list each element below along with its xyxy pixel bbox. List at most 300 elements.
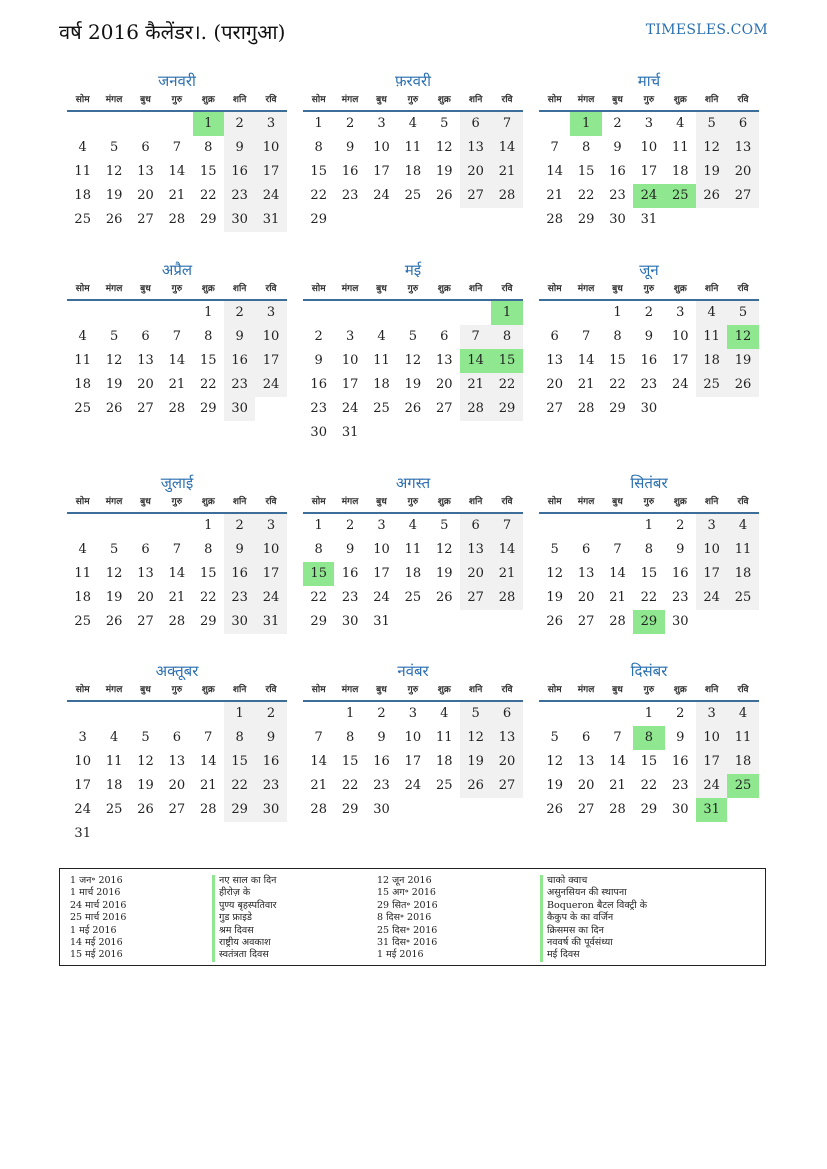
day-cell: 18 [404, 164, 422, 179]
holiday-name: क्रिसमस का दिन [540, 925, 647, 937]
day-cell: 4 [727, 702, 758, 726]
day-cell: 11 [727, 538, 758, 562]
weekday-label: मंगल [577, 497, 595, 507]
day-cell: 22 [577, 188, 595, 203]
weekday-label: गुरु [407, 284, 419, 294]
day-cell: 7 [204, 730, 213, 745]
day-cell: 16 [224, 349, 255, 373]
day-cell: 7 [550, 140, 559, 155]
week-row [303, 610, 523, 634]
day-cell: 9 [224, 136, 255, 160]
day-cell: 25 [74, 614, 91, 629]
month-name: सितंबर [630, 474, 668, 492]
day-cell: 21 [310, 778, 327, 793]
day-cell: 25 [74, 212, 91, 227]
day-cell: 1 [314, 518, 323, 533]
day-cell: 10 [341, 353, 359, 368]
holiday-name: नववर्ष की पूर्वसंध्या [540, 937, 647, 949]
day-cell: 30 [609, 212, 626, 227]
month-name: दिसंबर [630, 662, 668, 680]
month-name: अगस्त [395, 474, 431, 492]
week-row [303, 160, 523, 184]
day-cell: 1 [314, 116, 323, 131]
day-cell: 9 [676, 542, 685, 557]
day-cell: 18 [727, 750, 758, 774]
day-cell: 11 [727, 726, 758, 750]
week-row [539, 184, 759, 208]
week-row [539, 136, 759, 160]
holiday-name: चाको क्वाच [540, 875, 647, 887]
weekday-label: शनि [704, 685, 719, 695]
week-row [67, 562, 287, 586]
day-cell: 7 [172, 329, 181, 344]
weekday-label: मंगल [341, 284, 359, 294]
weekday-label: सोम [547, 284, 562, 294]
empty-cell [366, 301, 397, 325]
holiday-name: असुनसियन की स्थापना [540, 887, 647, 899]
day-cell: 22 [199, 377, 217, 392]
day-cell: 13 [727, 136, 758, 160]
empty-cell [397, 610, 428, 634]
day-cell: 27 [727, 184, 758, 208]
weekday-label: शनि [468, 497, 483, 507]
day-cell: 29 [224, 798, 255, 822]
weekday-label: सोम [75, 497, 90, 507]
day-cell: 19 [435, 164, 453, 179]
weekday-label: गुरु [407, 685, 419, 695]
weekday-label: शनि [468, 95, 483, 105]
empty-cell [224, 822, 255, 846]
day-cell: 18 [671, 164, 689, 179]
weekday-label: शुक्र [201, 284, 215, 294]
day-cell: 22 [310, 590, 327, 605]
day-cell: 16 [255, 750, 286, 774]
day-cell: 8 [204, 329, 213, 344]
day-cell: 27 [435, 401, 453, 416]
weekday-label: रवि [737, 284, 749, 294]
day-cell: 1 [644, 518, 653, 533]
empty-cell [429, 798, 460, 822]
day-cell: 3 [676, 305, 685, 320]
week-row [303, 184, 523, 208]
day-cell: 2 [224, 112, 255, 136]
week-row [67, 184, 287, 208]
holiday-date: 1 मार्च 2016 [70, 887, 121, 899]
weekday-header [539, 92, 759, 112]
day-cell: 6 [172, 730, 181, 745]
day-cell: 31 [373, 614, 390, 629]
empty-cell [67, 702, 98, 726]
weekday-label: शनि [232, 497, 247, 507]
empty-cell [98, 702, 129, 726]
empty-cell [130, 822, 161, 846]
day-cell: 3 [696, 514, 727, 538]
weekday-label: बुध [140, 497, 151, 507]
day-cell: 19 [546, 778, 563, 793]
day-cell: 17 [696, 562, 727, 586]
weekday-label: रवि [265, 497, 277, 507]
day-cell: 8 [224, 726, 255, 750]
day-cell: 27 [546, 401, 563, 416]
weekday-header [539, 682, 759, 702]
day-cell: 3 [78, 730, 87, 745]
weekday-header [67, 92, 287, 112]
week-row [67, 514, 287, 538]
empty-cell [366, 208, 397, 232]
week-row [303, 373, 523, 397]
day-cell: 4 [78, 542, 87, 557]
day-cell: 12 [435, 140, 453, 155]
day-cell: 4 [696, 301, 727, 325]
week-row [539, 160, 759, 184]
day-cell: 30 [224, 397, 255, 421]
day-cell: 15 [577, 164, 595, 179]
day-cell: 14 [168, 566, 186, 581]
weekday-label: बुध [376, 497, 387, 507]
week-row [67, 702, 287, 726]
day-cell: 7 [172, 542, 181, 557]
day-cell: 17 [640, 164, 658, 179]
day-cell: 6 [460, 514, 491, 538]
day-cell: 16 [341, 164, 359, 179]
week-row [67, 822, 287, 846]
day-cell: 24 [255, 184, 286, 208]
weekday-header [303, 682, 523, 702]
weekday-label: बुध [612, 497, 623, 507]
weekday-label: गुरु [171, 95, 183, 105]
empty-cell [193, 822, 224, 846]
weekday-header [303, 281, 523, 301]
week-row [303, 726, 523, 750]
day-cell: 25 [74, 401, 91, 416]
empty-cell [161, 301, 192, 325]
holiday-name: स्वतंत्रता दिवस [212, 949, 277, 961]
day-cell: 4 [408, 518, 417, 533]
day-cell: 12 [460, 726, 491, 750]
day-cell: 13 [460, 136, 491, 160]
day-cell: 22 [640, 590, 658, 605]
empty-cell [130, 514, 161, 538]
day-cell: 3 [255, 514, 286, 538]
day-cell: 30 [310, 425, 327, 440]
empty-cell [727, 208, 758, 232]
holiday-day-cell: 25 [665, 184, 696, 208]
empty-cell [696, 397, 727, 421]
day-cell: 24 [74, 802, 91, 817]
day-cell: 2 [224, 301, 255, 325]
weekday-label: बुध [376, 284, 387, 294]
day-cell: 11 [404, 542, 422, 557]
empty-cell [429, 610, 460, 634]
holiday-name: पुण्य बृहस्पतिवार [212, 900, 277, 912]
day-cell: 14 [491, 538, 522, 562]
day-cell: 20 [727, 160, 758, 184]
day-cell: 11 [435, 730, 453, 745]
day-cell: 20 [460, 160, 491, 184]
empty-cell [366, 421, 397, 445]
empty-cell [67, 301, 98, 325]
month-block [67, 660, 287, 846]
week-row [67, 798, 287, 822]
day-cell: 28 [168, 212, 186, 227]
empty-cell [130, 112, 161, 136]
week-row [303, 208, 523, 232]
day-cell: 16 [224, 562, 255, 586]
day-cell: 9 [255, 726, 286, 750]
day-cell: 25 [404, 188, 422, 203]
day-cell: 17 [696, 750, 727, 774]
day-cell: 1 [224, 702, 255, 726]
day-cell: 2 [314, 329, 323, 344]
day-cell: 2 [224, 514, 255, 538]
day-cell: 14 [199, 754, 217, 769]
day-cell: 1 [644, 706, 653, 721]
day-cell: 20 [577, 590, 595, 605]
holiday-date: 1 जन॰ 2016 [70, 875, 123, 886]
day-cell: 5 [550, 542, 559, 557]
weekday-label: सोम [547, 685, 562, 695]
day-cell: 15 [310, 164, 327, 179]
day-cell: 11 [105, 754, 123, 769]
weekday-label: सोम [311, 497, 326, 507]
empty-cell [696, 610, 727, 634]
day-cell: 10 [696, 538, 727, 562]
weekday-label: रवि [737, 685, 749, 695]
empty-cell [491, 610, 522, 634]
day-cell: 21 [609, 590, 626, 605]
day-cell: 24 [255, 586, 286, 610]
weekday-label: गुरु [171, 685, 183, 695]
day-cell: 11 [696, 325, 727, 349]
weekday-label: रवि [265, 685, 277, 695]
month-name: जुलाई [160, 474, 194, 492]
day-cell: 9 [345, 140, 355, 155]
holiday-day-cell: 8 [633, 726, 664, 750]
day-cell: 14 [546, 164, 563, 179]
day-cell: 26 [137, 802, 154, 817]
week-row [67, 397, 287, 421]
empty-cell [303, 301, 334, 325]
day-cell: 28 [609, 614, 626, 629]
day-cell: 14 [609, 754, 626, 769]
week-row [303, 702, 523, 726]
weekday-label: रवि [501, 284, 513, 294]
week-row [539, 349, 759, 373]
weekday-header [303, 494, 523, 514]
day-cell: 17 [373, 566, 390, 581]
week-row [539, 586, 759, 610]
empty-cell [67, 112, 98, 136]
day-cell: 5 [109, 542, 119, 557]
day-cell: 1 [204, 305, 213, 320]
day-cell: 31 [341, 425, 359, 440]
day-cell: 9 [345, 542, 355, 557]
day-cell: 5 [440, 116, 449, 131]
day-cell: 28 [310, 802, 327, 817]
weekday-label: मंगल [577, 685, 595, 695]
day-cell: 21 [546, 188, 563, 203]
day-cell: 8 [613, 329, 622, 344]
day-cell: 15 [199, 164, 217, 179]
day-cell: 13 [137, 164, 154, 179]
empty-cell [570, 301, 601, 325]
empty-cell [491, 421, 522, 445]
day-cell: 14 [491, 136, 522, 160]
day-cell: 18 [105, 778, 123, 793]
empty-cell [98, 514, 129, 538]
weekday-label: रवि [501, 497, 513, 507]
day-cell: 26 [460, 774, 491, 798]
day-cell: 24 [373, 590, 390, 605]
month-block [303, 259, 523, 445]
day-cell: 15 [199, 566, 217, 581]
empty-cell [570, 514, 601, 538]
holiday-name: श्रम दिवस [212, 925, 277, 937]
holiday-day-cell: 31 [696, 798, 727, 822]
day-cell: 6 [550, 329, 559, 344]
day-cell: 15 [199, 353, 217, 368]
day-cell: 19 [137, 778, 154, 793]
empty-cell [539, 702, 570, 726]
day-cell: 12 [404, 353, 422, 368]
day-cell: 17 [671, 353, 689, 368]
week-row [303, 538, 523, 562]
day-cell: 22 [310, 188, 327, 203]
holiday-day-cell: 25 [727, 774, 758, 798]
month-block [539, 472, 759, 634]
week-row [303, 301, 523, 325]
day-cell: 28 [168, 401, 186, 416]
empty-cell [696, 208, 727, 232]
day-cell: 27 [137, 614, 154, 629]
weekday-label: मंगल [105, 284, 123, 294]
month-name: नवंबर [397, 662, 429, 680]
day-cell: 18 [404, 566, 422, 581]
day-cell: 17 [373, 164, 390, 179]
holiday-date: 8 दिस॰ 2016 [377, 912, 432, 924]
holiday-dates-right [377, 875, 438, 962]
month-block [67, 259, 287, 421]
day-cell: 30 [255, 798, 286, 822]
month-block [303, 70, 523, 232]
week-row [539, 301, 759, 325]
weekday-label: सोम [547, 95, 562, 105]
day-cell: 21 [168, 377, 186, 392]
day-cell: 6 [581, 542, 591, 557]
day-cell: 14 [168, 164, 186, 179]
day-cell: 14 [310, 754, 327, 769]
day-cell: 28 [199, 802, 217, 817]
day-cell: 29 [199, 614, 217, 629]
week-row [303, 750, 523, 774]
holiday-names-right [540, 875, 647, 962]
weekday-label: बुध [140, 95, 151, 105]
month-block [539, 70, 759, 232]
day-cell: 28 [168, 614, 186, 629]
day-cell: 18 [373, 377, 390, 392]
empty-cell [397, 798, 428, 822]
empty-cell [255, 397, 286, 421]
day-cell: 7 [460, 325, 491, 349]
day-cell: 26 [105, 401, 123, 416]
day-cell: 28 [491, 184, 522, 208]
site-logo-text[interactable]: TIMESLES.COM [645, 22, 768, 38]
day-cell: 27 [577, 614, 595, 629]
weekday-label: बुध [376, 95, 387, 105]
holiday-day-cell: 1 [491, 301, 522, 325]
day-cell: 15 [640, 754, 658, 769]
empty-cell [665, 208, 696, 232]
day-cell: 21 [460, 373, 491, 397]
weekday-header [67, 682, 287, 702]
weekday-label: शनि [232, 284, 247, 294]
day-cell: 1 [204, 518, 213, 533]
day-cell: 12 [105, 566, 123, 581]
day-cell: 12 [435, 542, 453, 557]
day-cell: 6 [491, 702, 522, 726]
day-cell: 25 [727, 586, 758, 610]
day-cell: 3 [345, 329, 355, 344]
day-cell: 26 [105, 614, 123, 629]
day-cell: 3 [408, 706, 417, 721]
weekday-label: रवि [737, 95, 749, 105]
week-row [303, 586, 523, 610]
holiday-date: 1 मई 2016 [70, 924, 117, 936]
weekday-label: शुक्र [673, 497, 687, 507]
empty-cell [665, 397, 696, 421]
weekday-label: सोम [547, 497, 562, 507]
weekday-label: शुक्र [673, 284, 687, 294]
page-title: वर्ष 2016 कैलेंडर।. (परागुआ) [59, 20, 286, 44]
day-cell: 29 [491, 397, 522, 421]
weekday-label: सोम [75, 685, 90, 695]
day-cell: 5 [109, 140, 119, 155]
weekday-label: शनि [704, 95, 719, 105]
day-cell: 30 [224, 610, 255, 634]
holiday-dates-left [70, 875, 126, 962]
day-cell: 7 [491, 112, 522, 136]
empty-cell [193, 702, 224, 726]
weekday-label: गुरु [643, 497, 655, 507]
empty-cell [130, 301, 161, 325]
week-row [67, 136, 287, 160]
day-cell: 17 [74, 778, 91, 793]
week-row [539, 702, 759, 726]
week-row [539, 208, 759, 232]
day-cell: 6 [141, 542, 150, 557]
day-cell: 10 [696, 726, 727, 750]
day-cell: 21 [577, 377, 595, 392]
week-row [303, 397, 523, 421]
day-cell: 19 [435, 566, 453, 581]
day-cell: 28 [460, 397, 491, 421]
holiday-name: हीरोज़ के [212, 887, 277, 899]
day-cell: 24 [373, 188, 390, 203]
day-cell: 4 [78, 140, 87, 155]
empty-cell [429, 301, 460, 325]
day-cell: 26 [696, 184, 727, 208]
weekday-label: बुध [140, 685, 151, 695]
day-cell: 3 [644, 116, 653, 131]
day-cell: 13 [491, 726, 522, 750]
day-cell: 8 [204, 542, 213, 557]
weekday-header [303, 92, 523, 112]
day-cell: 23 [224, 586, 255, 610]
holiday-day-cell: 12 [727, 325, 758, 349]
day-cell: 19 [105, 590, 123, 605]
empty-cell [397, 208, 428, 232]
holiday-date: 15 मई 2016 [70, 949, 123, 961]
